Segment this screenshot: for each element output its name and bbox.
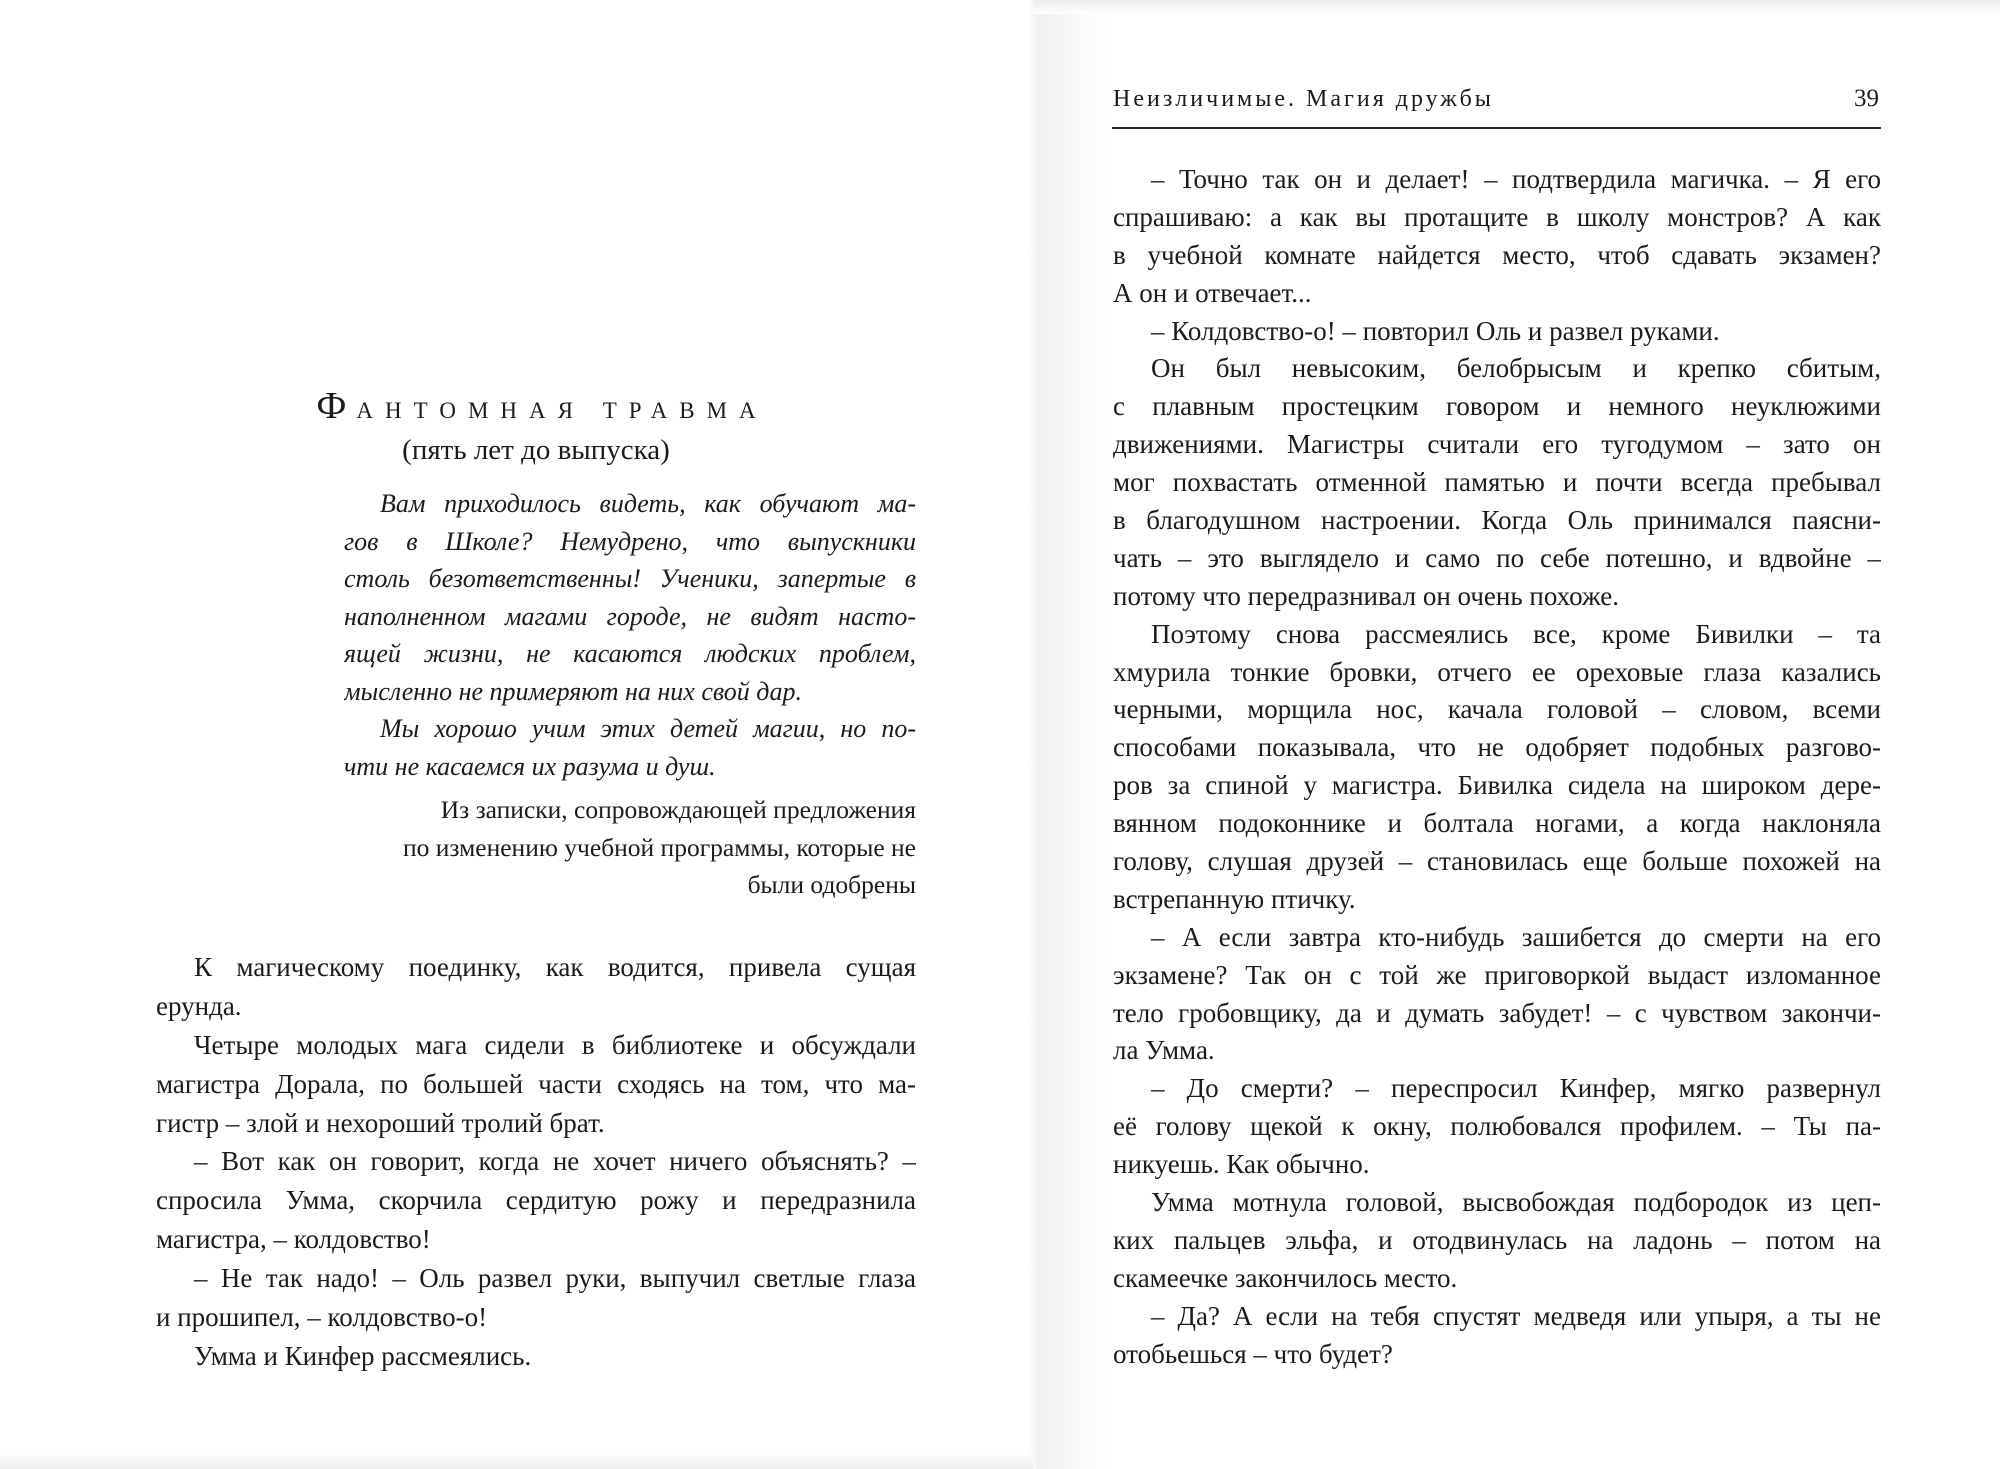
text-line: чать – это выглядело и само по себе потешно, и вдвойне – [1113, 542, 1881, 573]
text-line: Умма и Кинфер рассмеялись. [194, 1340, 532, 1371]
text-line: – До смерти? – переспросил Кинфер, мягко развернул [1151, 1073, 1881, 1104]
paragraph [1113, 350, 1881, 615]
paragraph [156, 948, 916, 1026]
chapter-title: ФАНТОМНАЯ ТРАВМА [316, 385, 768, 427]
text-line: – А если завтра кто-нибудь зашибется до смерти на его [1151, 921, 1881, 952]
page-edge-shadow [0, 1453, 1033, 1469]
paragraph [1113, 1184, 1881, 1298]
text-line: магистра, – колдовство! [156, 1224, 431, 1255]
text-line: спрашиваю: а как вы протащите в школу монстров? А как [1113, 201, 1881, 232]
text-line: гистр – злой и нехороший тролий брат. [156, 1107, 605, 1138]
epigraph [344, 485, 916, 785]
text-line: мысленно не примеряют на них свой дар. [344, 676, 802, 706]
text-line: Вам приходилось видеть, как обучают ма- [380, 489, 916, 518]
left-body-text [156, 948, 916, 1376]
text-line: хмурила тонкие бровки, отчего ее ореховые глаза казались [1113, 656, 1881, 687]
text-line: тело гробовщику, да и думать забудет! – с чувством закончи- [1113, 997, 1881, 1028]
text-line: вянном подоконнике и болтала ногами, а когда наклоняла [1113, 808, 1881, 839]
text-line: Поэтому снова рассмеялись все, кроме Бивилки – та [1151, 618, 1881, 649]
page-number: 39 [1854, 85, 1879, 112]
text-line: наполненном магами городе, не видят насто- [344, 601, 916, 631]
text-line: – Точно так он и делает! – подтвердила магичка. – Я его [1151, 164, 1881, 194]
text-line: Умма мотнула головой, высвобождая подбородок из цеп- [1151, 1187, 1881, 1218]
text-line: Четыре молодых мага сидели в библиотеке и обсуждали [194, 1029, 916, 1060]
running-head: Неизличимые. Магия дружбы [1113, 86, 1494, 112]
text-line: А он и отвечает... [1113, 277, 1312, 308]
text-line: ящей жизни, не касаются людских проблем, [344, 639, 916, 668]
epigraph-attribution [300, 791, 916, 904]
text-line: движениями. Магистры считали его тугодумом – зато он [1113, 429, 1881, 460]
paragraph [1113, 919, 1881, 1071]
text-line: гов в Школе? Немудрено, что выпускники [344, 526, 916, 556]
text-line: – Да? А если на тебя спустят медведя или упыря, а ты не [1151, 1300, 1881, 1331]
paragraph [344, 485, 916, 710]
chapter-subtitle: (пять лет до выпуска) [402, 434, 670, 466]
text-line: мог похвастать отменной памятью и почти всегда пребывал [1113, 467, 1881, 498]
paragraph [156, 1026, 916, 1143]
text-line: Мы хорошо учим этих детей магии, но по- [380, 714, 916, 743]
text-line: спросила Умма, скорчила сердитую рожу и передразнила [156, 1185, 916, 1216]
paragraph [156, 1142, 916, 1259]
attribution-line: Из записки, сопровождающей предложения [440, 795, 916, 824]
page-edge-shadow [1033, 0, 2000, 14]
text-line: чти не касаемся их разума и душ. [344, 751, 716, 781]
paragraph [1113, 1298, 1881, 1374]
paragraph [156, 1337, 916, 1376]
text-line: – Вот как он говорит, когда не хочет ничего объяснять? – [194, 1146, 916, 1177]
text-line: экзамене? Так он с той же приговоркой выдаст изломанное [1113, 959, 1881, 990]
text-line: К магическому поединку, как водится, привела сущая [194, 952, 916, 982]
text-line: потому что передразнивал он очень похоже. [1113, 580, 1619, 611]
text-line: магистра Дорала, по большей части сходясь на том, что ма- [156, 1068, 916, 1099]
text-line: – Не так надо! – Оль развел руки, выпучил светлые глаза [194, 1263, 916, 1294]
right-body-text [1113, 161, 1881, 1374]
text-line: ких пальцев эльфа, и отодвинулась на ладонь – потом на [1113, 1224, 1881, 1255]
text-line: черными, морщила нос, качала головой – словом, всеми [1113, 694, 1881, 725]
text-line: ла Умма. [1113, 1035, 1215, 1066]
text-line: в учебной комнате найдется место, чтоб сдавать экзамен? [1113, 239, 1881, 270]
paragraph [344, 710, 916, 785]
text-line: и прошипел, – колдовство-о! [156, 1302, 488, 1333]
text-line: её голову щекой к окну, полюбовался профилем. – Ты па- [1113, 1111, 1881, 1142]
header-rule [1105, 127, 1881, 129]
text-line: с плавным простецким говором и немного неуклюжими [1113, 391, 1881, 422]
paragraph [1113, 1070, 1881, 1184]
gutter-shadow [1028, 0, 1112, 1469]
attribution-line: по изменению учебной программы, которые не [403, 832, 916, 862]
attribution-line: были одобрены [747, 870, 916, 900]
paragraph [1113, 313, 1881, 351]
text-line: ерунда. [156, 990, 242, 1021]
text-line: отобьешься – что будет? [1113, 1338, 1393, 1369]
text-line: – Колдовство-о! – повторил Оль и развел руками. [1151, 315, 1720, 346]
paragraph [1113, 616, 1881, 919]
text-line: ров за спиной у магистра. Бивилка сидела на широком дере- [1113, 770, 1881, 801]
text-line: способами показывала, что не одобряет подобных разгово- [1113, 732, 1881, 763]
text-line: голову, слушая друзей – становилась еще больше похожей на [1113, 846, 1881, 877]
text-line: никуешь. Как обычно. [1113, 1149, 1370, 1180]
text-line: встрепанную птичку. [1113, 883, 1356, 914]
paragraph [156, 1259, 916, 1337]
text-line: скамеечке закончилось место. [1113, 1262, 1458, 1293]
text-line: столь безответственны! Ученики, запертые в [344, 564, 916, 593]
text-line: в благодушном настроении. Когда Оль принимался паясни- [1113, 505, 1881, 536]
text-line: Он был невысоким, белобрысым и крепко сбитым, [1151, 353, 1881, 384]
paragraph [1113, 161, 1881, 313]
